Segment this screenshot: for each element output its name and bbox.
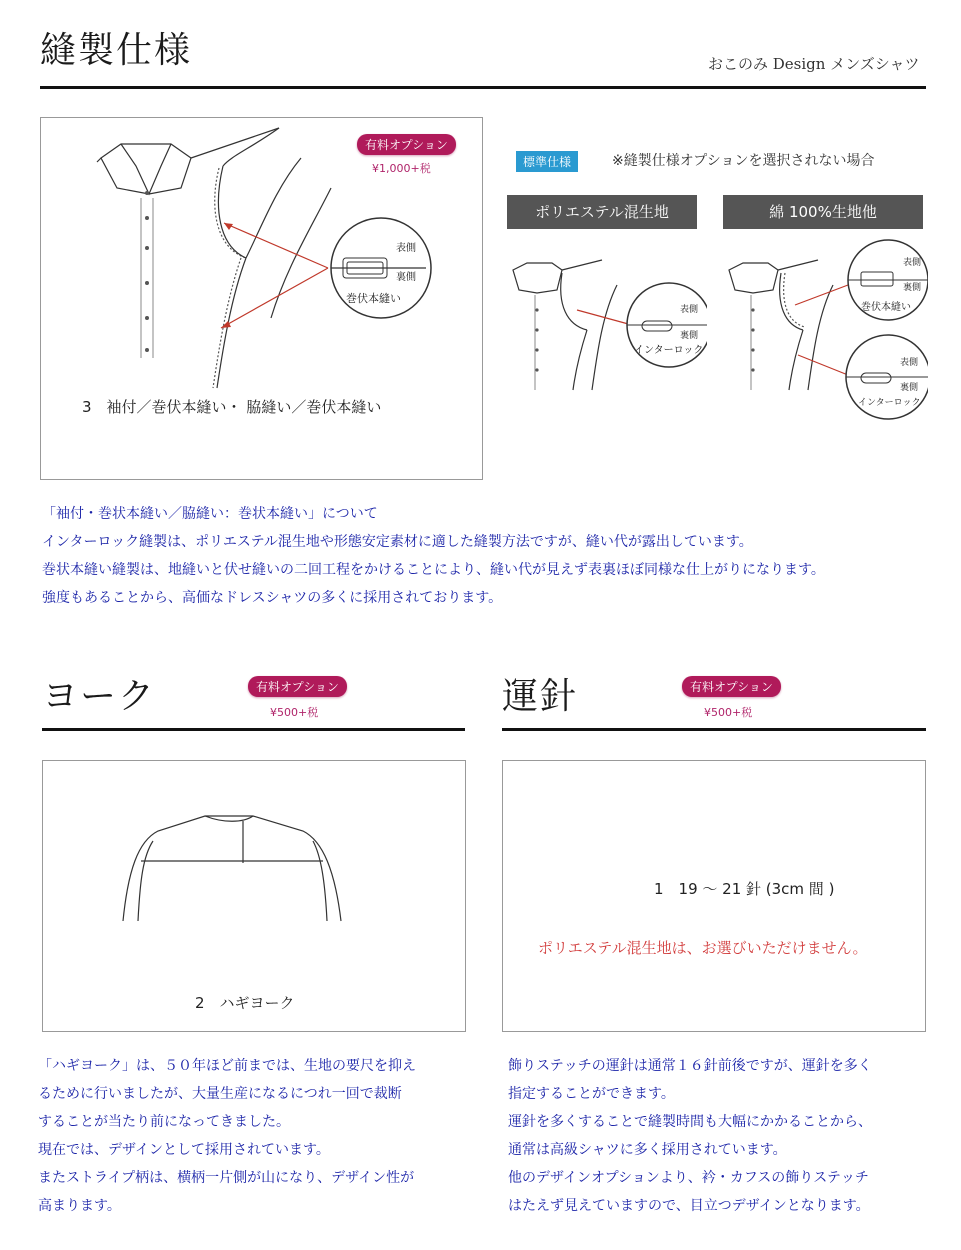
standard-spec-badge: 標準仕様 bbox=[516, 151, 578, 172]
sewing-price: ¥1,000+税 bbox=[372, 162, 431, 175]
sewing-caption: 3 袖付／巻伏本縫い・ 脇縫い／巻伏本縫い bbox=[82, 398, 382, 416]
stitch-text-line: 他のデザインオプションより、衿・カフスの飾りステッチ bbox=[508, 1170, 869, 1186]
sewing-text-line: 強度もあることから、高価なドレスシャツの多くに採用されております。 bbox=[42, 590, 503, 606]
cotton-inset-a-back: 裏側 bbox=[903, 283, 922, 293]
stitch-text-line: はたえず見えていますので、目立つデザインとなります。 bbox=[508, 1198, 870, 1214]
sewing-text-line: 巻状本縫い縫製は、地縫いと伏せ縫いの二回工程をかけることにより、縫い代が見えず表裏ほぼ同様な仕上がりになります。 bbox=[42, 562, 825, 578]
yoke-text-line: することが当たり前になってきました。 bbox=[38, 1114, 290, 1130]
cotton-inset-b-name: インターロック bbox=[858, 398, 921, 408]
yoke-option-badge: 有料オプション bbox=[248, 676, 347, 697]
stitch-price: ¥500+税 bbox=[704, 706, 753, 719]
yoke-text-line: 高まります。 bbox=[38, 1198, 121, 1214]
polyester-shirt-illustration bbox=[507, 255, 707, 395]
poly-inset-back: 裏側 bbox=[680, 331, 699, 341]
page-title: 縫製仕様 bbox=[40, 30, 193, 71]
cotton-inset-a-front: 表側 bbox=[903, 258, 922, 268]
yoke-text-line: 現在では、デザインとして採用されています。 bbox=[38, 1142, 330, 1158]
cotton-inset-b-back: 裏側 bbox=[900, 383, 919, 393]
stitch-text-line: 運針を多くすることで縫製時間も大幅にかかることから、 bbox=[508, 1114, 872, 1130]
inset-back-label: 裏側 bbox=[396, 272, 416, 283]
yoke-text-line: またストライプ柄は、横柄一片側が山になり、デザイン性が bbox=[38, 1170, 415, 1186]
stitch-divider bbox=[502, 728, 926, 731]
sewing-text-line: 「袖付・巻状本縫い／脇縫い：巻状本縫い」について bbox=[42, 506, 378, 522]
yoke-text-line: るために行いましたが、大量生産になるにつれ一回で裁断 bbox=[38, 1086, 402, 1102]
stitch-text-line: 通常は高級シャツに多く採用されています。 bbox=[508, 1142, 787, 1158]
cotton-shirt-illustration bbox=[723, 235, 928, 425]
yoke-caption: 2 ハギヨーク bbox=[195, 994, 295, 1012]
poly-inset-front: 表側 bbox=[680, 305, 699, 315]
polyester-bar: ポリエステル混生地 bbox=[507, 195, 697, 229]
brand-name: おこのみ Design メンズシャツ bbox=[708, 55, 920, 73]
yoke-description bbox=[38, 1052, 478, 1220]
paid-option-badge: 有料オプション bbox=[357, 134, 456, 155]
stitch-text-line: 飾りステッチの運針は通常１６針前後ですが、運針を多く bbox=[508, 1058, 872, 1074]
inset-name-label: 巻伏本縫い bbox=[346, 292, 401, 305]
stitch-title: 運針 bbox=[502, 676, 579, 717]
poly-inset-name: インターロック bbox=[634, 345, 704, 356]
sewing-description bbox=[42, 500, 942, 612]
yoke-price: ¥500+税 bbox=[270, 706, 319, 719]
standard-spec-note: ※縫製仕様オプションを選択されない場合 bbox=[612, 153, 875, 169]
yoke-title: ヨーク bbox=[42, 676, 157, 717]
cotton-bar: 綿 100%生地他 bbox=[723, 195, 923, 229]
stitch-option-badge: 有料オプション bbox=[682, 676, 781, 697]
yoke-text-line: 「ハギヨーク」は、５０年ほど前までは、生地の要尺を抑え bbox=[38, 1058, 416, 1074]
stitch-description bbox=[508, 1052, 948, 1220]
cotton-inset-b-front: 表側 bbox=[900, 358, 919, 368]
yoke-divider bbox=[42, 728, 465, 731]
sewing-text-line: インターロック縫製は、ポリエステル混生地や形態安定素材に適した縫製方法ですが、縫い代が露出しています。 bbox=[42, 534, 753, 550]
cotton-inset-a-name: 巻伏本縫い bbox=[861, 302, 911, 313]
header-divider bbox=[40, 86, 926, 89]
stitch-text-line: 指定することができます。 bbox=[508, 1086, 675, 1102]
stitch-caption: 1 19 〜 21 針 (3cm 間 ) bbox=[654, 880, 835, 898]
stitch-warning: ポリエステル混生地は、お選びいただけません。 bbox=[538, 939, 868, 957]
inset-front-label: 表側 bbox=[396, 243, 416, 254]
